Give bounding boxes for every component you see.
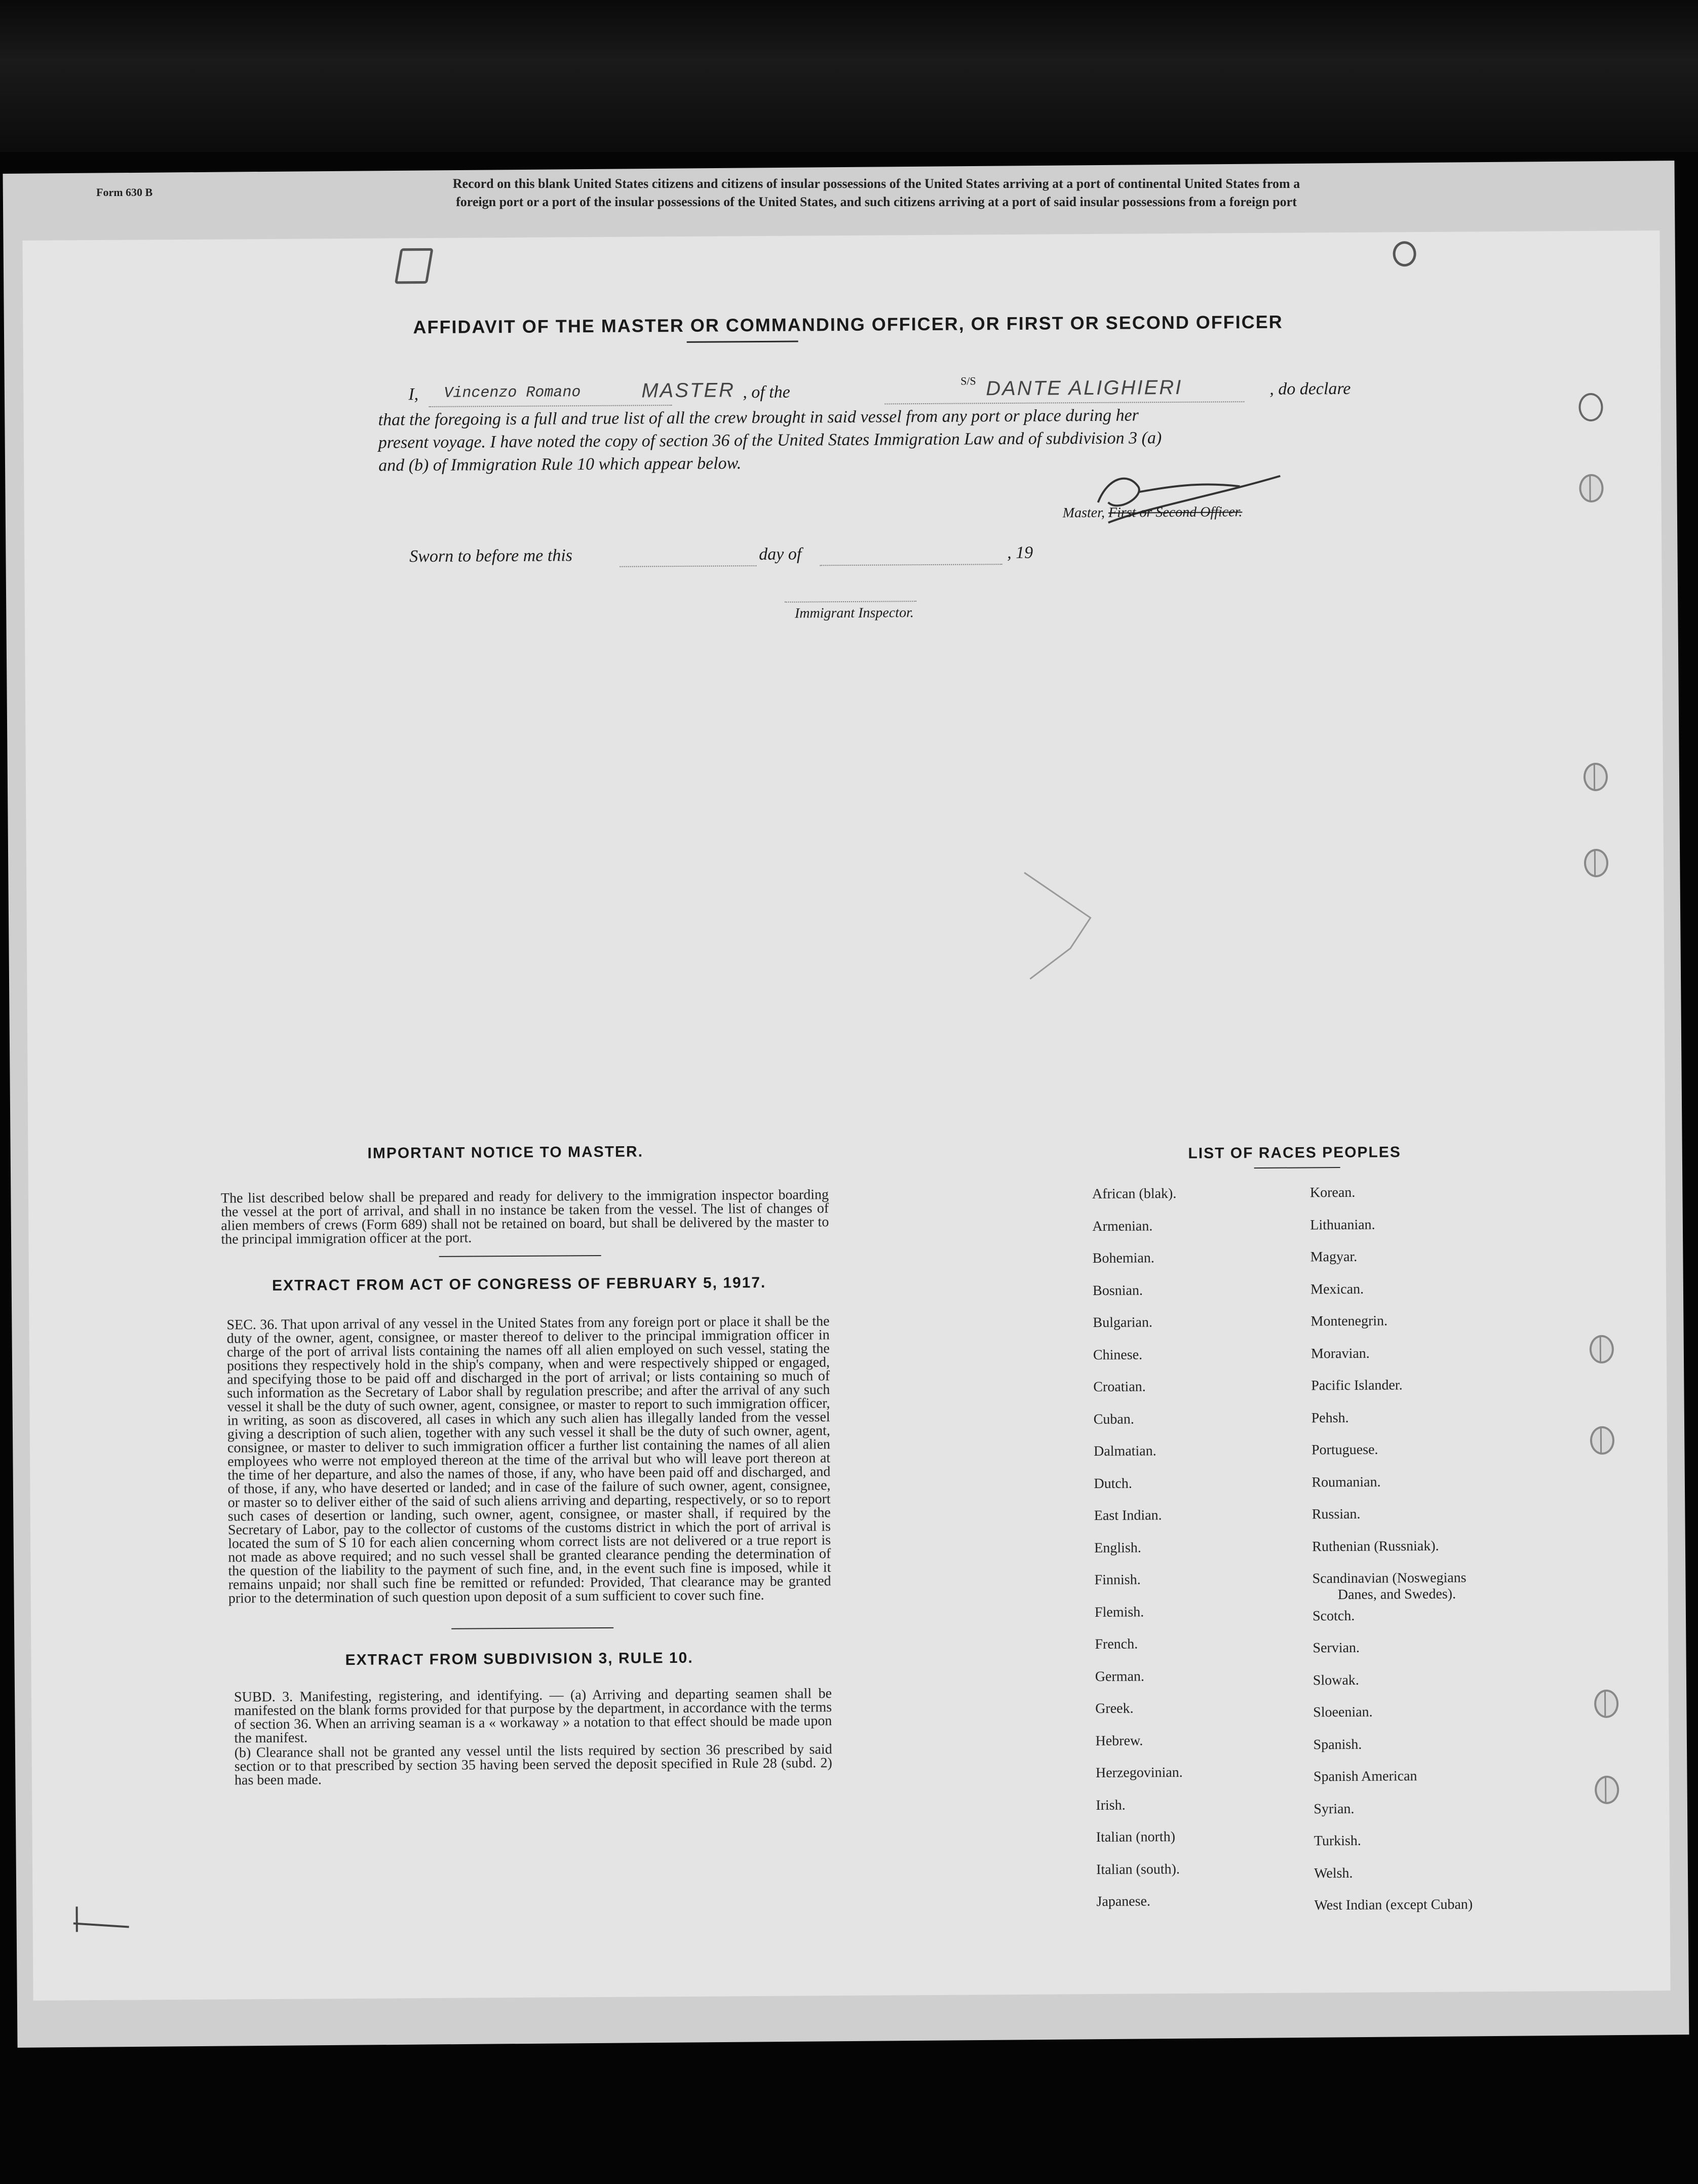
inspector-blank <box>785 601 916 603</box>
ship-prefix: S/S <box>960 374 976 387</box>
ship-name-stamp: DANTE ALIGHIERI <box>986 376 1183 400</box>
declare-line-2: that the foregoing is a full and true list of all the crew brought in said vessel from any port or place during her <box>378 406 1139 430</box>
notice-title: IMPORTANT NOTICE TO MASTER. <box>367 1143 644 1162</box>
race-item: Syrian. <box>1314 1801 1355 1817</box>
signature-caption <box>1063 504 1243 521</box>
race-item: Herzegovinian. <box>1095 1764 1183 1781</box>
extract-rule-title: EXTRACT FROM SUBDIVISION 3, RULE 10. <box>345 1649 693 1669</box>
race-item: Bosnian. <box>1093 1282 1143 1299</box>
race-item: Mexican. <box>1310 1281 1364 1297</box>
rank-stamp: MASTER <box>641 379 736 402</box>
margin-mark <box>73 1923 129 1928</box>
notice-text: The list described below shall be prepared and ready for delivery to the immigration inspector boarding the vessel at the port of arrival, and shall in no instance be taken from the vessel. The list of changes of alien members of crews (Form 689) shall not be retained on board, but shall be delivered by the master to the principal immigration officer at the port. <box>220 1187 829 1247</box>
race-item: Moravian. <box>1310 1345 1370 1361</box>
race-item: Turkish. <box>1314 1832 1361 1849</box>
race-item: Bulgarian. <box>1093 1314 1153 1331</box>
race-item: Welsh. <box>1314 1865 1353 1881</box>
race-item: Danes, and Swedes). <box>1337 1586 1456 1603</box>
race-item: Chinese. <box>1093 1346 1143 1363</box>
sworn-text: Sworn to before me this <box>409 546 573 566</box>
punch-hole <box>1579 474 1603 502</box>
affidavit-title: AFFIDAVIT OF THE MASTER OR COMMANDING OFFICER, OR FIRST OR SECOND OFFICER <box>413 311 1283 338</box>
race-item: Flemish. <box>1094 1604 1144 1620</box>
underlying-sheet-header <box>41 175 1662 230</box>
race-item: Roumanian. <box>1311 1474 1381 1490</box>
race-item: Hebrew. <box>1095 1732 1143 1749</box>
header-line-1: Record on this blank United States citizens and citizens of insular possessions of the United States arriving at a port of continental United States from a <box>452 176 1300 191</box>
race-item: Pehsh. <box>1311 1410 1349 1426</box>
master-caption: Master, <box>1062 504 1105 521</box>
race-item: Italian (north) <box>1096 1829 1176 1846</box>
corner-mark <box>395 248 434 284</box>
title-rule <box>687 341 798 343</box>
race-item: Finnish. <box>1094 1572 1141 1588</box>
extract-act-text: SEC. 36. That upon arrival of any vessel in the United States from any foreign port or place it shall be the duty of the owner, agent, consignee, or master thereof to deliver to the principal immigration officer in charge of the port of arrival lists containing the names off all alien employed on such vessel, stating the positions they respectively hold in the ship's company, when and were respectively shipped or engaged, and specifying those to be paid off and discharged in the port of arrival; or lists containing so much of such information as the Secretary of Labor shall by regulation prescribe; and after the arrival of any such vessel it shall be the duty of such owner, agent, consignee, or master to report to such immigration officer, in writing, as soon as discovered, all cases in which any such alien has illegally landed from the vessel giving a description of such alien, together with any such vessel it shall be the duty of such owner, agent, consignee, or master to deliver to such immigration officer a further list containing the names of all alien employees who werre not employed thereon at the time of the arrival but who will leave port thereon at the time of her departure, and also the names of those, if any, who have been paid off and discharged, and of those, if any, who have deserted or landed; and in case of the failure of such owner, agent, consignee, or master so to deliver either of the said of such aliens arriving and departing, respectively, or so to report such cases of desertion or landing, such owner, agent, consignee, or master shall, if required by the Secretary of Labor, pay to the collector of customs of the customs district in which the port of arrival is located the sum of S 10 for each alien concerning whom correct lists are not delivered or a true report is not made as above required; and no such vessel shall be granted clearance pending the determination of the question of the liability to the payment of such fine, and, in the event such fine is imposed, while it remains unpaid; nor shall such fine be remitted or refunded: Provided, That clearance may be granted prior to the determination of such question upon deposit of a sum sufficient to cover such fine. <box>226 1313 831 1607</box>
race-item: Cuban. <box>1093 1411 1134 1427</box>
punch-hole <box>1590 1426 1614 1455</box>
race-item: Croatian. <box>1093 1379 1146 1395</box>
punch-hole <box>1590 1335 1614 1363</box>
race-item: Slowak. <box>1313 1672 1359 1688</box>
race-item: Italian (south). <box>1096 1861 1180 1878</box>
race-item: Scotch. <box>1312 1608 1355 1624</box>
race-item: Scandinavian (Noswegians <box>1312 1570 1467 1587</box>
extract-act-rule <box>451 1627 613 1629</box>
microfilm-frame-top <box>0 0 1698 152</box>
pencil-mark <box>1019 867 1121 984</box>
extract-act-title: EXTRACT FROM ACT OF CONGRESS OF FEBRUARY 5, 1917. <box>272 1274 766 1294</box>
punch-hole <box>1595 1776 1619 1804</box>
do-declare-text: , do declare <box>1269 379 1351 399</box>
race-item: Magyar. <box>1310 1249 1358 1265</box>
race-item: Russian. <box>1311 1506 1361 1523</box>
race-item: African (blak). <box>1092 1186 1177 1202</box>
punch-hole <box>1584 763 1608 791</box>
race-item: Bohemian. <box>1092 1250 1154 1267</box>
notice-rule <box>439 1255 601 1257</box>
race-item: Lithuanian. <box>1310 1217 1375 1233</box>
of-the-text: , of the <box>743 382 790 402</box>
sworn-line <box>409 543 1118 568</box>
declare-line-4: and (b) of Immigration Rule 10 which appear below. <box>378 454 742 475</box>
race-item: Spanish. <box>1313 1736 1362 1752</box>
extract-rule-text-a: SUBD. 3. Manifesting, registering, and identifying. — (a) Arriving and departing seamen shall be manifested on the blank forms provided for that purpose by the department, in accordance with the terms of section 36. When an arriving seaman is a « workaway » a notation to that effect should be made upon the manifest. <box>234 1686 832 1746</box>
corner-mark <box>1393 241 1416 266</box>
year-text: , 19 <box>1007 543 1033 563</box>
affidavit-page <box>22 230 1670 2001</box>
race-item: Korean. <box>1309 1184 1356 1201</box>
race-item: West Indian (except Cuban) <box>1314 1896 1473 1914</box>
master-name: Vincenzo Romano <box>444 384 581 402</box>
inspector-caption: Immigrant Inspector. <box>794 605 914 621</box>
hole-reinforcement <box>1578 393 1603 421</box>
race-item: Servian. <box>1313 1640 1360 1656</box>
race-item: Ruthenian (Russniak). <box>1312 1538 1439 1554</box>
race-item: Dalmatian. <box>1093 1443 1156 1460</box>
race-item: Japanese. <box>1096 1893 1151 1910</box>
header-text <box>294 175 1459 211</box>
race-item: Armenian. <box>1092 1218 1153 1234</box>
extract-rule-text-b: (b) Clearance shall not be granted any vessel until the lists required by section 36 prescribed by said section or to that prescribed by section 35 having been served the deposit specified in Rule 28 (subd. 2) has been made. <box>234 1741 832 1788</box>
race-item: German. <box>1095 1668 1145 1685</box>
day-of-text: day of <box>759 544 802 564</box>
declare-line-3: present voyage. I have noted the copy of section 36 of the United States Immigration Law and of subdivision 3 (a) <box>378 428 1162 452</box>
race-item: East Indian. <box>1094 1507 1162 1524</box>
form-number: Form 630 B <box>96 186 153 199</box>
struck-officer-caption: First or Second Officer. <box>1108 504 1243 521</box>
margin-mark <box>76 1906 78 1932</box>
race-item: French. <box>1095 1636 1138 1653</box>
day-blank <box>620 565 756 567</box>
race-item: Dutch. <box>1094 1475 1132 1492</box>
race-item: Montenegrin. <box>1310 1313 1388 1330</box>
race-item: Sloeenian. <box>1313 1704 1373 1721</box>
punch-hole <box>1584 849 1608 877</box>
races-title: LIST OF RACES PEOPLES <box>1188 1144 1401 1162</box>
race-item: Portuguese. <box>1311 1441 1378 1458</box>
race-item: Spanish American <box>1313 1768 1417 1785</box>
header-line-2: foreign port or a port of the insular possessions of the United States, and such citizens arriving at a port of said insular possessions from a foreign port <box>456 194 1297 209</box>
race-item: Pacific Islander. <box>1311 1377 1403 1394</box>
pronoun-i: I, <box>408 385 419 404</box>
race-item: Greek. <box>1095 1700 1134 1717</box>
punch-hole <box>1594 1690 1618 1718</box>
race-item: English. <box>1094 1539 1141 1556</box>
races-title-rule <box>1254 1167 1340 1168</box>
race-item: Irish. <box>1096 1797 1126 1813</box>
